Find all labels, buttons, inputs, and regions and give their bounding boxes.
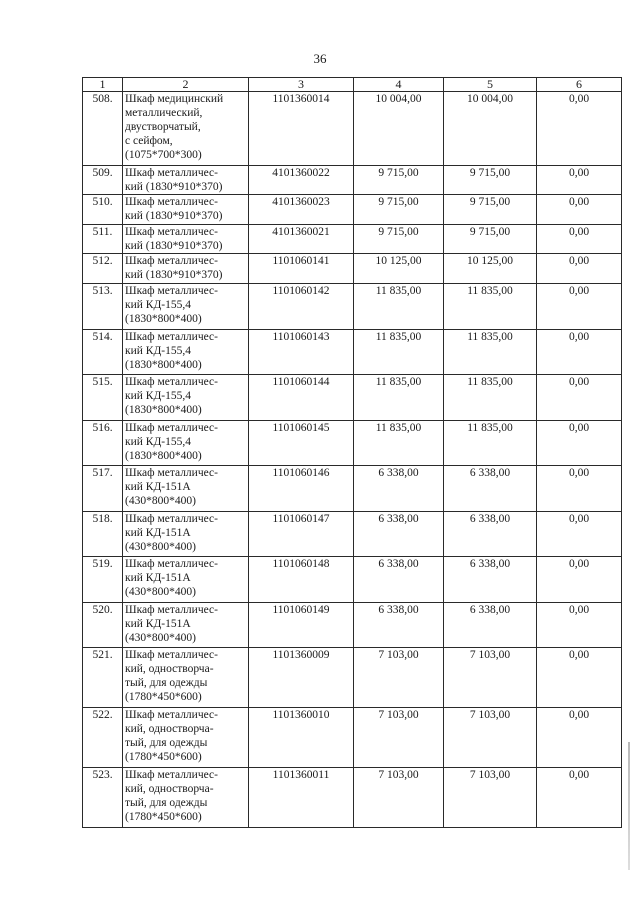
inventory-code: 1101360014 (249, 92, 354, 166)
cost-value: 11 835,00 (354, 284, 444, 330)
residual-value: 0,00 (537, 254, 622, 284)
depreciation-value: 6 338,00 (444, 603, 537, 648)
cost-value: 6 338,00 (354, 466, 444, 512)
table-row (83, 284, 622, 330)
table-row (83, 768, 622, 828)
residual-value: 0,00 (537, 557, 622, 603)
header-col-1: 1 (83, 78, 123, 92)
table-row (83, 330, 622, 375)
row-number: 511. (83, 225, 123, 254)
residual-value: 0,00 (537, 603, 622, 648)
table-row (83, 92, 622, 166)
inventory-code: 1101060145 (249, 421, 354, 466)
header-row (83, 78, 622, 92)
residual-value: 0,00 (537, 708, 622, 768)
item-name: Шкаф металличес- кий (1830*910*370) (123, 225, 249, 254)
item-name: Шкаф металличес- кий (1830*910*370) (123, 254, 249, 284)
inventory-code: 1101060147 (249, 512, 354, 557)
residual-value: 0,00 (537, 512, 622, 557)
row-number: 522. (83, 708, 123, 768)
residual-value: 0,00 (537, 466, 622, 512)
table-row (83, 166, 622, 195)
cost-value: 9 715,00 (354, 225, 444, 254)
depreciation-value: 11 835,00 (444, 284, 537, 330)
table-row (83, 708, 622, 768)
inventory-code: 1101060142 (249, 284, 354, 330)
cost-value: 9 715,00 (354, 166, 444, 195)
depreciation-value: 10 004,00 (444, 92, 537, 166)
inventory-table (82, 77, 622, 828)
row-number: 516. (83, 421, 123, 466)
table-row (83, 466, 622, 512)
row-number: 517. (83, 466, 123, 512)
table-row (83, 225, 622, 254)
row-number: 510. (83, 195, 123, 225)
inventory-code: 1101060143 (249, 330, 354, 375)
depreciation-value: 6 338,00 (444, 512, 537, 557)
depreciation-value: 6 338,00 (444, 466, 537, 512)
cost-value: 6 338,00 (354, 512, 444, 557)
item-name: Шкаф металличес- кий, одностворча- тый, для одежды (1780*450*600) (123, 768, 249, 828)
inventory-code: 4101360023 (249, 195, 354, 225)
depreciation-value: 7 103,00 (444, 648, 537, 708)
cost-value: 9 715,00 (354, 195, 444, 225)
row-number: 520. (83, 603, 123, 648)
inventory-code: 4101360022 (249, 166, 354, 195)
item-name: Шкаф металличес- кий (1830*910*370) (123, 195, 249, 225)
row-number: 515. (83, 375, 123, 421)
residual-value: 0,00 (537, 166, 622, 195)
inventory-code: 1101360010 (249, 708, 354, 768)
cost-value: 11 835,00 (354, 421, 444, 466)
row-number: 518. (83, 512, 123, 557)
depreciation-value: 11 835,00 (444, 330, 537, 375)
row-number: 509. (83, 166, 123, 195)
header-col-6: 6 (537, 78, 622, 92)
residual-value: 0,00 (537, 284, 622, 330)
item-name: Шкаф металличес- кий, одностворча- тый, для одежды (1780*450*600) (123, 708, 249, 768)
table-row (83, 254, 622, 284)
item-name: Шкаф металличес- кий КД-151А (430*800*400) (123, 466, 249, 512)
depreciation-value: 9 715,00 (444, 195, 537, 225)
depreciation-value: 10 125,00 (444, 254, 537, 284)
row-number: 521. (83, 648, 123, 708)
table-row (83, 195, 622, 225)
inventory-code: 1101060141 (249, 254, 354, 284)
residual-value: 0,00 (537, 375, 622, 421)
depreciation-value: 7 103,00 (444, 768, 537, 828)
table-row (83, 512, 622, 557)
depreciation-value: 11 835,00 (444, 421, 537, 466)
header-col-4: 4 (354, 78, 444, 92)
item-name: Шкаф металличес- кий (1830*910*370) (123, 166, 249, 195)
inventory-code: 4101360021 (249, 225, 354, 254)
header-col-2: 2 (123, 78, 249, 92)
table-row (83, 603, 622, 648)
cost-value: 11 835,00 (354, 375, 444, 421)
table-row (83, 557, 622, 603)
depreciation-value: 11 835,00 (444, 375, 537, 421)
item-name: Шкаф металличес- кий, одностворча- тый, для одежды (1780*450*600) (123, 648, 249, 708)
residual-value: 0,00 (537, 195, 622, 225)
table-row (83, 648, 622, 708)
row-number: 523. (83, 768, 123, 828)
header-col-3: 3 (249, 78, 354, 92)
inventory-code: 1101060148 (249, 557, 354, 603)
row-number: 513. (83, 284, 123, 330)
item-name: Шкаф медицинский металлический, двустворчатый, с сейфом, (1075*700*300) (123, 92, 249, 166)
cost-value: 11 835,00 (354, 330, 444, 375)
depreciation-value: 9 715,00 (444, 166, 537, 195)
inventory-code: 1101060149 (249, 603, 354, 648)
item-name: Шкаф металличес- кий КД-151А (430*800*400) (123, 512, 249, 557)
inventory-code: 1101360011 (249, 768, 354, 828)
table-row (83, 421, 622, 466)
cost-value: 10 125,00 (354, 254, 444, 284)
table-row (83, 375, 622, 421)
residual-value: 0,00 (537, 421, 622, 466)
inventory-code: 1101060146 (249, 466, 354, 512)
depreciation-value: 7 103,00 (444, 708, 537, 768)
depreciation-value: 6 338,00 (444, 557, 537, 603)
inventory-code: 1101060144 (249, 375, 354, 421)
row-number: 512. (83, 254, 123, 284)
item-name: Шкаф металличес- кий КД-155,4 (1830*800*400) (123, 330, 249, 375)
header-col-5: 5 (444, 78, 537, 92)
residual-value: 0,00 (537, 768, 622, 828)
scan-edge-mark (628, 742, 630, 870)
item-name: Шкаф металличес- кий КД-155,4 (1830*800*400) (123, 421, 249, 466)
cost-value: 10 004,00 (354, 92, 444, 166)
item-name: Шкаф металличес- кий КД-155,4 (1830*800*400) (123, 284, 249, 330)
residual-value: 0,00 (537, 225, 622, 254)
row-number: 514. (83, 330, 123, 375)
cost-value: 7 103,00 (354, 648, 444, 708)
page-number: 36 (313, 51, 327, 66)
cost-value: 6 338,00 (354, 603, 444, 648)
item-name: Шкаф металличес- кий КД-155,4 (1830*800*400) (123, 375, 249, 421)
residual-value: 0,00 (537, 648, 622, 708)
row-number: 519. (83, 557, 123, 603)
depreciation-value: 9 715,00 (444, 225, 537, 254)
inventory-code: 1101360009 (249, 648, 354, 708)
item-name: Шкаф металличес- кий КД-151А (430*800*400) (123, 603, 249, 648)
item-name: Шкаф металличес- кий КД-151А (430*800*400) (123, 557, 249, 603)
row-number: 508. (83, 92, 123, 166)
residual-value: 0,00 (537, 330, 622, 375)
residual-value: 0,00 (537, 92, 622, 166)
cost-value: 7 103,00 (354, 708, 444, 768)
cost-value: 7 103,00 (354, 768, 444, 828)
cost-value: 6 338,00 (354, 557, 444, 603)
